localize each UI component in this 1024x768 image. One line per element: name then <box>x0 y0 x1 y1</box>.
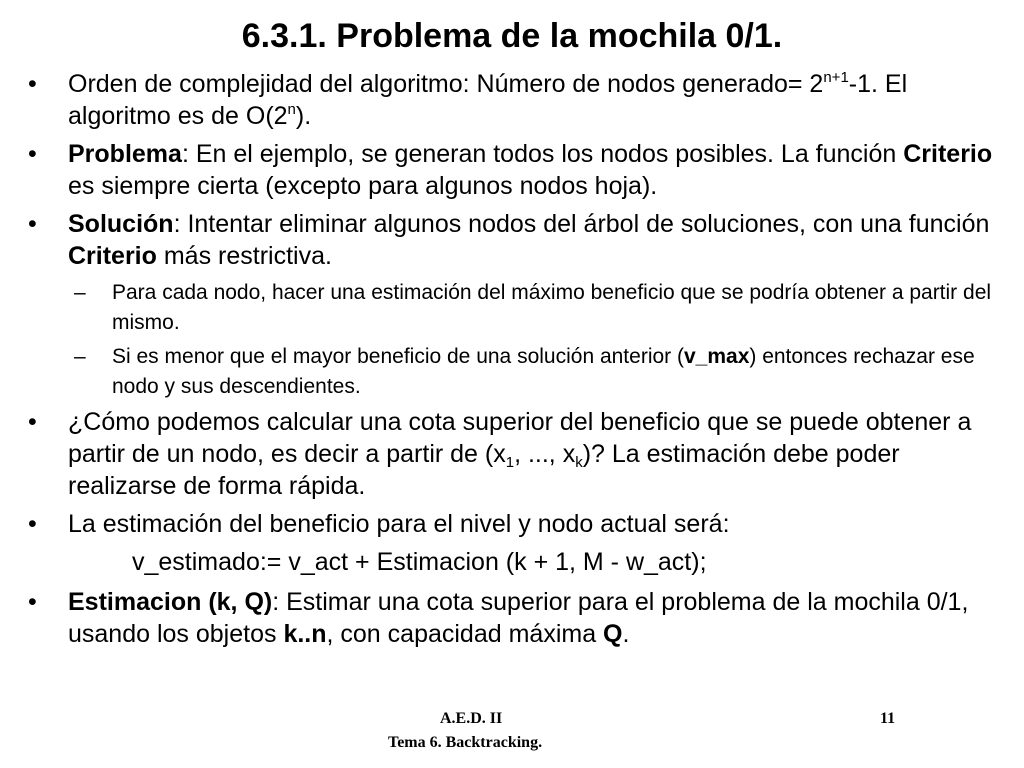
bullet-complexity <box>28 68 1003 132</box>
bullet-estimate-intro <box>28 508 1003 540</box>
dash-symbol: – <box>74 345 86 368</box>
bold-text: Estimacion (k, Q) <box>68 588 273 616</box>
text-span: ¿Cómo podemos calcular una cota superior del beneficio que se puede obtener a partir de un nodo, es decir a partir de (x <box>68 408 972 468</box>
footer-topic: Tema 6. Backtracking. <box>388 734 543 751</box>
bold-text: Criterio <box>68 242 157 270</box>
text-span: Para cada nodo, hacer una estimación del máximo beneficio que se podría obtener a partir del mismo. <box>112 281 992 334</box>
text-span: )? La estimación debe poder realizarse de forma rápida. <box>68 440 900 500</box>
bullet-estimacion-definition <box>28 586 1003 650</box>
bold-text: Q <box>603 620 623 648</box>
dash-symbol: – <box>74 281 86 304</box>
bullet-problem <box>28 138 1003 202</box>
superscript: n <box>287 101 296 118</box>
text-span: es siempre cierta (excepto para algunos nodos hoja). <box>68 172 658 200</box>
text-span: La estimación del beneficio para el nivel y nodo actual será: <box>68 510 730 538</box>
text-span: ) entonces rechazar ese nodo y sus descendientes. <box>112 345 975 398</box>
bullet-symbol: • <box>28 70 37 98</box>
bold-text: v_max <box>683 345 750 368</box>
text-span: Si es menor que el mayor beneficio de una solución anterior ( <box>112 345 684 368</box>
page-number: 11 <box>880 710 896 727</box>
bullet-solution <box>28 208 1003 272</box>
bold-text: Criterio <box>903 140 993 168</box>
subscript: 1 <box>505 454 515 471</box>
bold-text: Problema <box>68 140 182 168</box>
text-span: -1. El algoritmo es de O(2 <box>68 70 908 130</box>
footer-course: A.E.D. II <box>440 710 503 727</box>
bullet-upper-bound-question <box>28 406 1003 502</box>
slide-content <box>28 68 1003 656</box>
text-span: : Estimar una cota superior para el problema de la mochila 0/1, usando los objetos <box>68 588 969 648</box>
bullet-symbol: • <box>28 588 37 616</box>
bullet-symbol: • <box>28 140 37 168</box>
subscript: k <box>575 454 583 471</box>
text-span: . <box>622 620 630 648</box>
bold-text: k..n <box>283 620 327 648</box>
bullet-symbol: • <box>28 510 37 538</box>
subbullet-reject <box>28 342 1003 402</box>
text-span: más restrictiva. <box>156 242 332 270</box>
formula-line: v_estimado:= v_act + Estimacion (k + 1, M - w_act); <box>132 548 707 576</box>
text-span: , ..., x <box>514 440 576 468</box>
bold-text: Solución <box>68 210 174 238</box>
text-span: : En el ejemplo, se generan todos los nodos posibles. La función <box>181 140 904 168</box>
text-span: ). <box>295 102 312 130</box>
superscript: n+1 <box>823 69 849 86</box>
slide-title: 6.3.1. Problema de la mochila 0/1. <box>241 17 783 55</box>
text-span: Orden de complejidad del algoritmo: Número de nodos generado= 2 <box>68 70 824 98</box>
bullet-symbol: • <box>28 210 37 238</box>
bullet-symbol: • <box>28 408 37 436</box>
subbullet-estimation <box>28 278 1003 338</box>
text-span: : Intentar eliminar algunos nodos del árbol de soluciones, con una función <box>173 210 990 238</box>
text-span: , con capacidad máxima <box>326 620 604 648</box>
